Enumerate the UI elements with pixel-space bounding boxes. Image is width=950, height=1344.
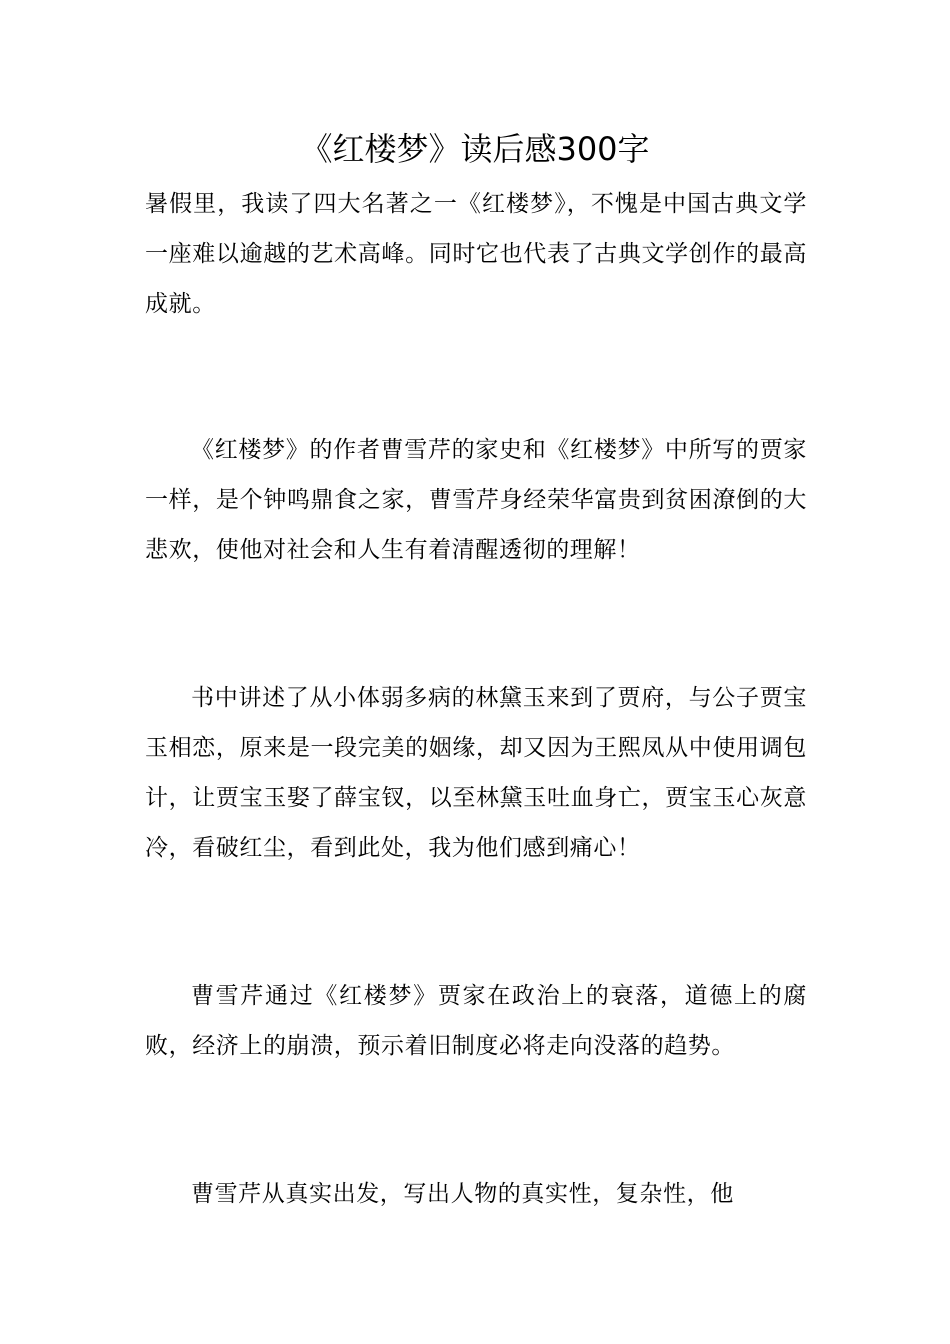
paragraph-author-background: 《红楼梦》的作者曹雪芹的家史和《红楼梦》中所写的贾家一样，是个钟鸣鼎食之家，曹雪芹身经荣华富贵到贫困潦倒的大悲欢，使他对社会和人生有着清醒透彻的理解！ <box>145 437 807 563</box>
paragraph-plot: 书中讲述了从小体弱多病的林黛玉来到了贾府，与公子贾宝玉相恋，原来是一段完美的姻缘，却又因为王熙凤从中使用调包计，让贾宝玉娶了薛宝钗，以至林黛玉吐血身亡，贾宝玉心灰意冷，看破红尘，看到此处，我为他们感到痛心！ <box>145 685 807 861</box>
paragraph-intro: 暑假里，我读了四大名著之一《红楼梦》，不愧是中国古典文学一座难以逾越的艺术高峰。同时它也代表了古典文学创作的最高成就。 <box>145 191 807 317</box>
document-title: 《红楼梦》读后感300字 <box>300 130 650 168</box>
paragraph-realism: 曹雪芹从真实出发，写出人物的真实性，复杂性，他 <box>191 1181 734 1207</box>
paragraph-decline: 曹雪芹通过《红楼梦》贾家在政治上的衰落，道德上的腐败，经济上的崩溃，预示着旧制度必将走向没落的趋势。 <box>145 983 807 1059</box>
